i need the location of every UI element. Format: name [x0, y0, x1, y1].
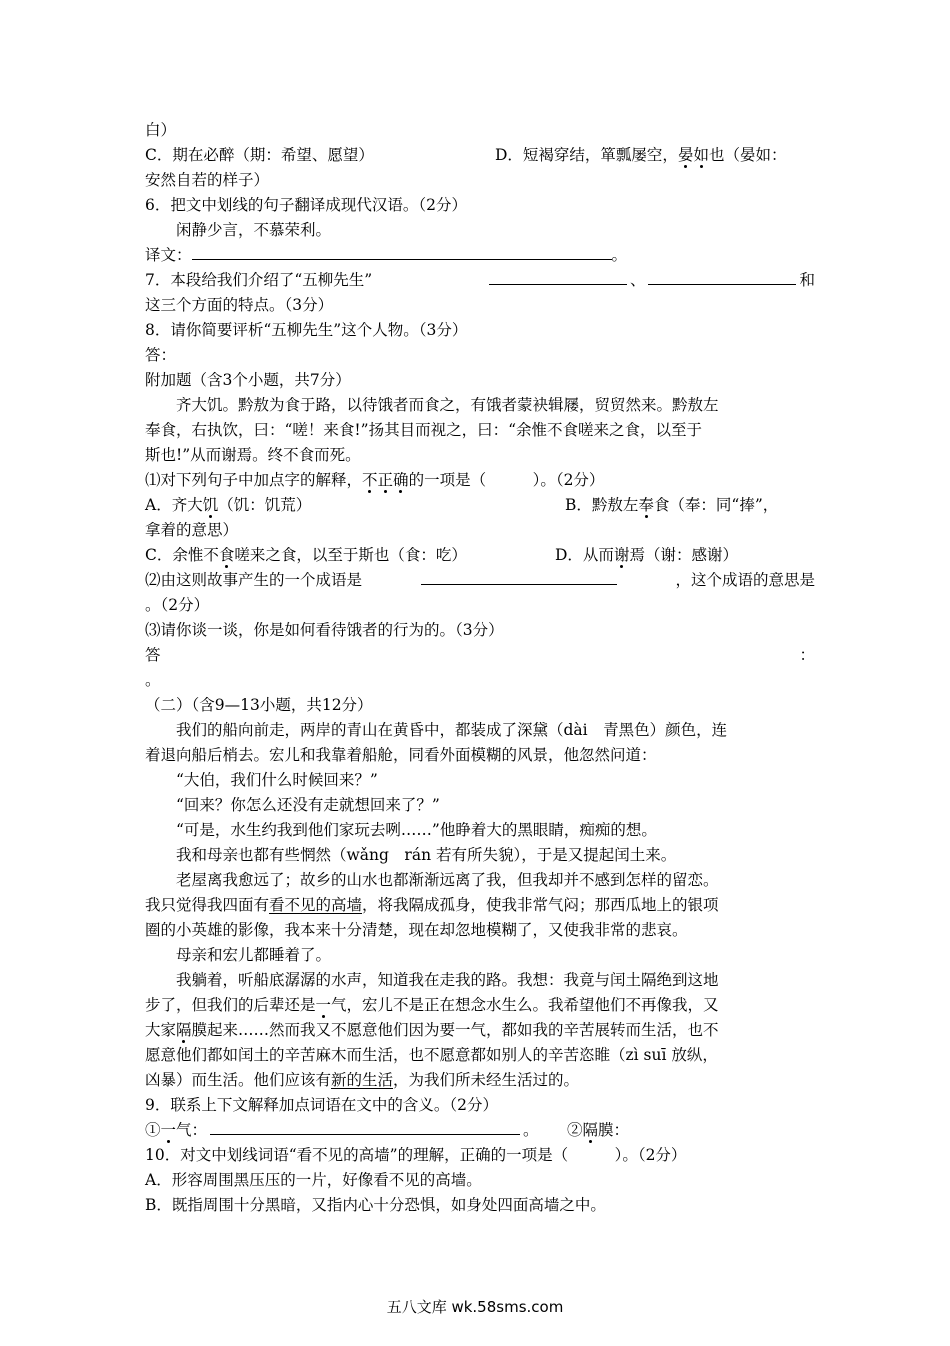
text-line — [145, 118, 815, 143]
text-line: 安然自若的样子） — [145, 171, 270, 189]
option-c: C．余惟不食嗟来之食，以至于斯也（食：吃） — [145, 546, 467, 564]
option-d: D．短褐穿结，箪瓢屡空，晏如也（晏如： — [495, 146, 787, 164]
question-8: 8．请你简要评析“五柳先生”这个人物。（3分） — [145, 321, 468, 339]
underlined-phrase: 看不见的高墙 — [269, 896, 363, 914]
underlined-phrase: 新的生活 — [331, 1071, 394, 1089]
passage-line: 我只觉得我四面有看不见的高墙，将我隔成孤身，使我非常气闷；那西瓜地上的银项 — [145, 896, 719, 914]
footer-watermark: 五八文库 wk.58sms.com — [386, 1298, 564, 1316]
passage-line: 步了，但我们的后辈还是一气，宏儿不是正在想念水生么。我希望他们不再像我，又 — [145, 996, 719, 1014]
passage-line: “可是，水生约我到他们家玩去咧……”他睁着大的黑眼睛，痴痴的想。 — [176, 821, 657, 839]
answer-label: 答： — [145, 346, 177, 364]
passage-line: “回来？你怎么还没有走就想回来了？” — [176, 796, 440, 814]
document-page — [145, 118, 815, 1218]
answer-line: 答 ： — [145, 646, 815, 664]
dotted-char: 如 — [693, 146, 709, 164]
extra-question-3: ⑶请你谈一谈，你是如何看待饿者的行为的。（3分） — [145, 621, 504, 639]
text: 白） — [145, 121, 177, 139]
passage-line: 愿意他们都如闰土的辛苦麻木而生活，也不愿意都如别人的辛苦恣睢（zì suī 放纵， — [145, 1046, 718, 1064]
text-line: 拿着的意思） — [145, 521, 239, 539]
extra-question-1: ⑴对下列句子中加点字的解释，不正确的一项是（ ）。（2分） — [145, 471, 605, 489]
option-b: B．黔敖左奉食（奉：同“捧”， — [565, 496, 779, 514]
answer-blank[interactable] — [648, 268, 796, 285]
passage-line: 我们的船向前走，两岸的青山在黄昏中，都装成了深黛（dài 青黑色）颜色，连 — [176, 721, 728, 739]
option-row — [145, 143, 815, 168]
text-line: 。 — [145, 671, 161, 689]
question-10: 10．对文中划线词语“看不见的高墙”的理解，正确的一项是（ ）。（2分） — [145, 1146, 687, 1164]
passage-line: 大家隔膜起来……然而我又不愿意他们因为要一气，都如我的辛苦展转而生活，也不 — [145, 1021, 719, 1039]
question-6: 6．把文中划线的句子翻译成现代汉语。（2分） — [145, 196, 467, 214]
question-9: 9．联系上下文解释加点词语在文中的含义。（2分） — [145, 1096, 498, 1114]
answer-line: 译文： 。 — [145, 243, 815, 268]
dotted-char: 晏 — [677, 146, 694, 164]
answer-blank[interactable] — [489, 268, 627, 285]
passage-line: 凶暴）而生活。他们应该有新的生活，为我们所未经生活过的。 — [145, 1071, 580, 1089]
option-a: A．形容周围黑压压的一片，好像看不见的高墙。 — [145, 1171, 482, 1189]
text-line: 这三个方面的特点。（3分） — [145, 296, 334, 314]
passage-line: 我躺着，听船底潺潺的水声，知道我在走我的路。我想：我竟与闰土隔绝到这地 — [176, 971, 719, 989]
passage-line: 奉食，右执饮，曰：“嗟！来食!”扬其目而视之，曰：“余惟不食嗟来之食，以至于 — [145, 421, 703, 439]
option-d: D．从而谢焉（谢：感谢） — [555, 546, 738, 564]
section-2-title: （二）（含9—13小题，共12分） — [145, 696, 373, 714]
option-a: A．齐大饥（饥：饥荒） — [145, 496, 312, 514]
text-line: 。（2分） — [145, 596, 210, 614]
sub-answer: ②隔膜： — [567, 1121, 630, 1139]
option-c: C．期在必醉（期：希望、愿望） — [145, 146, 374, 164]
passage-line: 老屋离我愈远了；故乡的山水也都渐渐远离了我，但我却并不感到怎样的留恋。 — [176, 871, 719, 889]
passage-line: 齐大饥。黔敖为食于路，以待饿者而食之，有饿者蒙袂辑屦，贸贸然来。黔敖左 — [176, 396, 719, 414]
answer-line: ①一气： 。 ②隔膜： — [145, 1118, 815, 1143]
option-b: B．既指周围十分黑暗，又指内心十分恐惧，如身处四面高墙之中。 — [145, 1196, 606, 1214]
extra-section-title: 附加题（含3个小题，共7分） — [145, 371, 351, 389]
option-row — [145, 543, 815, 568]
passage-line: 我和母亲也都有些惘然（wǎng rán 若有所失貌），于是又提起闰土来。 — [176, 846, 677, 864]
passage-line: 斯也!”从而谢焉。终不食而死。 — [145, 446, 361, 464]
translation-blank[interactable] — [192, 243, 612, 260]
passage-line: 圈的小英雄的影像，我本来十分清楚，现在却忽地模糊了，又使我非常的悲哀。 — [145, 921, 688, 939]
idiom-blank[interactable] — [421, 568, 617, 585]
passage-line: “大伯，我们什么时候回来？” — [176, 771, 378, 789]
option-row — [145, 493, 815, 518]
extra-question-2: ⑵由这则故事产生的一个成语是 ，这个成语的意思是 — [145, 568, 815, 593]
quoted-sentence: 闲静少言，不慕荣利。 — [176, 221, 332, 239]
question-7: 7．本段给我们介绍了“五柳先生” 、 和 — [145, 268, 815, 293]
passage-line: 着退向船后梢去。宏儿和我靠着船舱，同看外面模糊的风景，他忽然问道： — [145, 746, 657, 764]
answer-blank[interactable] — [210, 1118, 520, 1135]
passage-line: 母亲和宏儿都睡着了。 — [176, 946, 332, 964]
